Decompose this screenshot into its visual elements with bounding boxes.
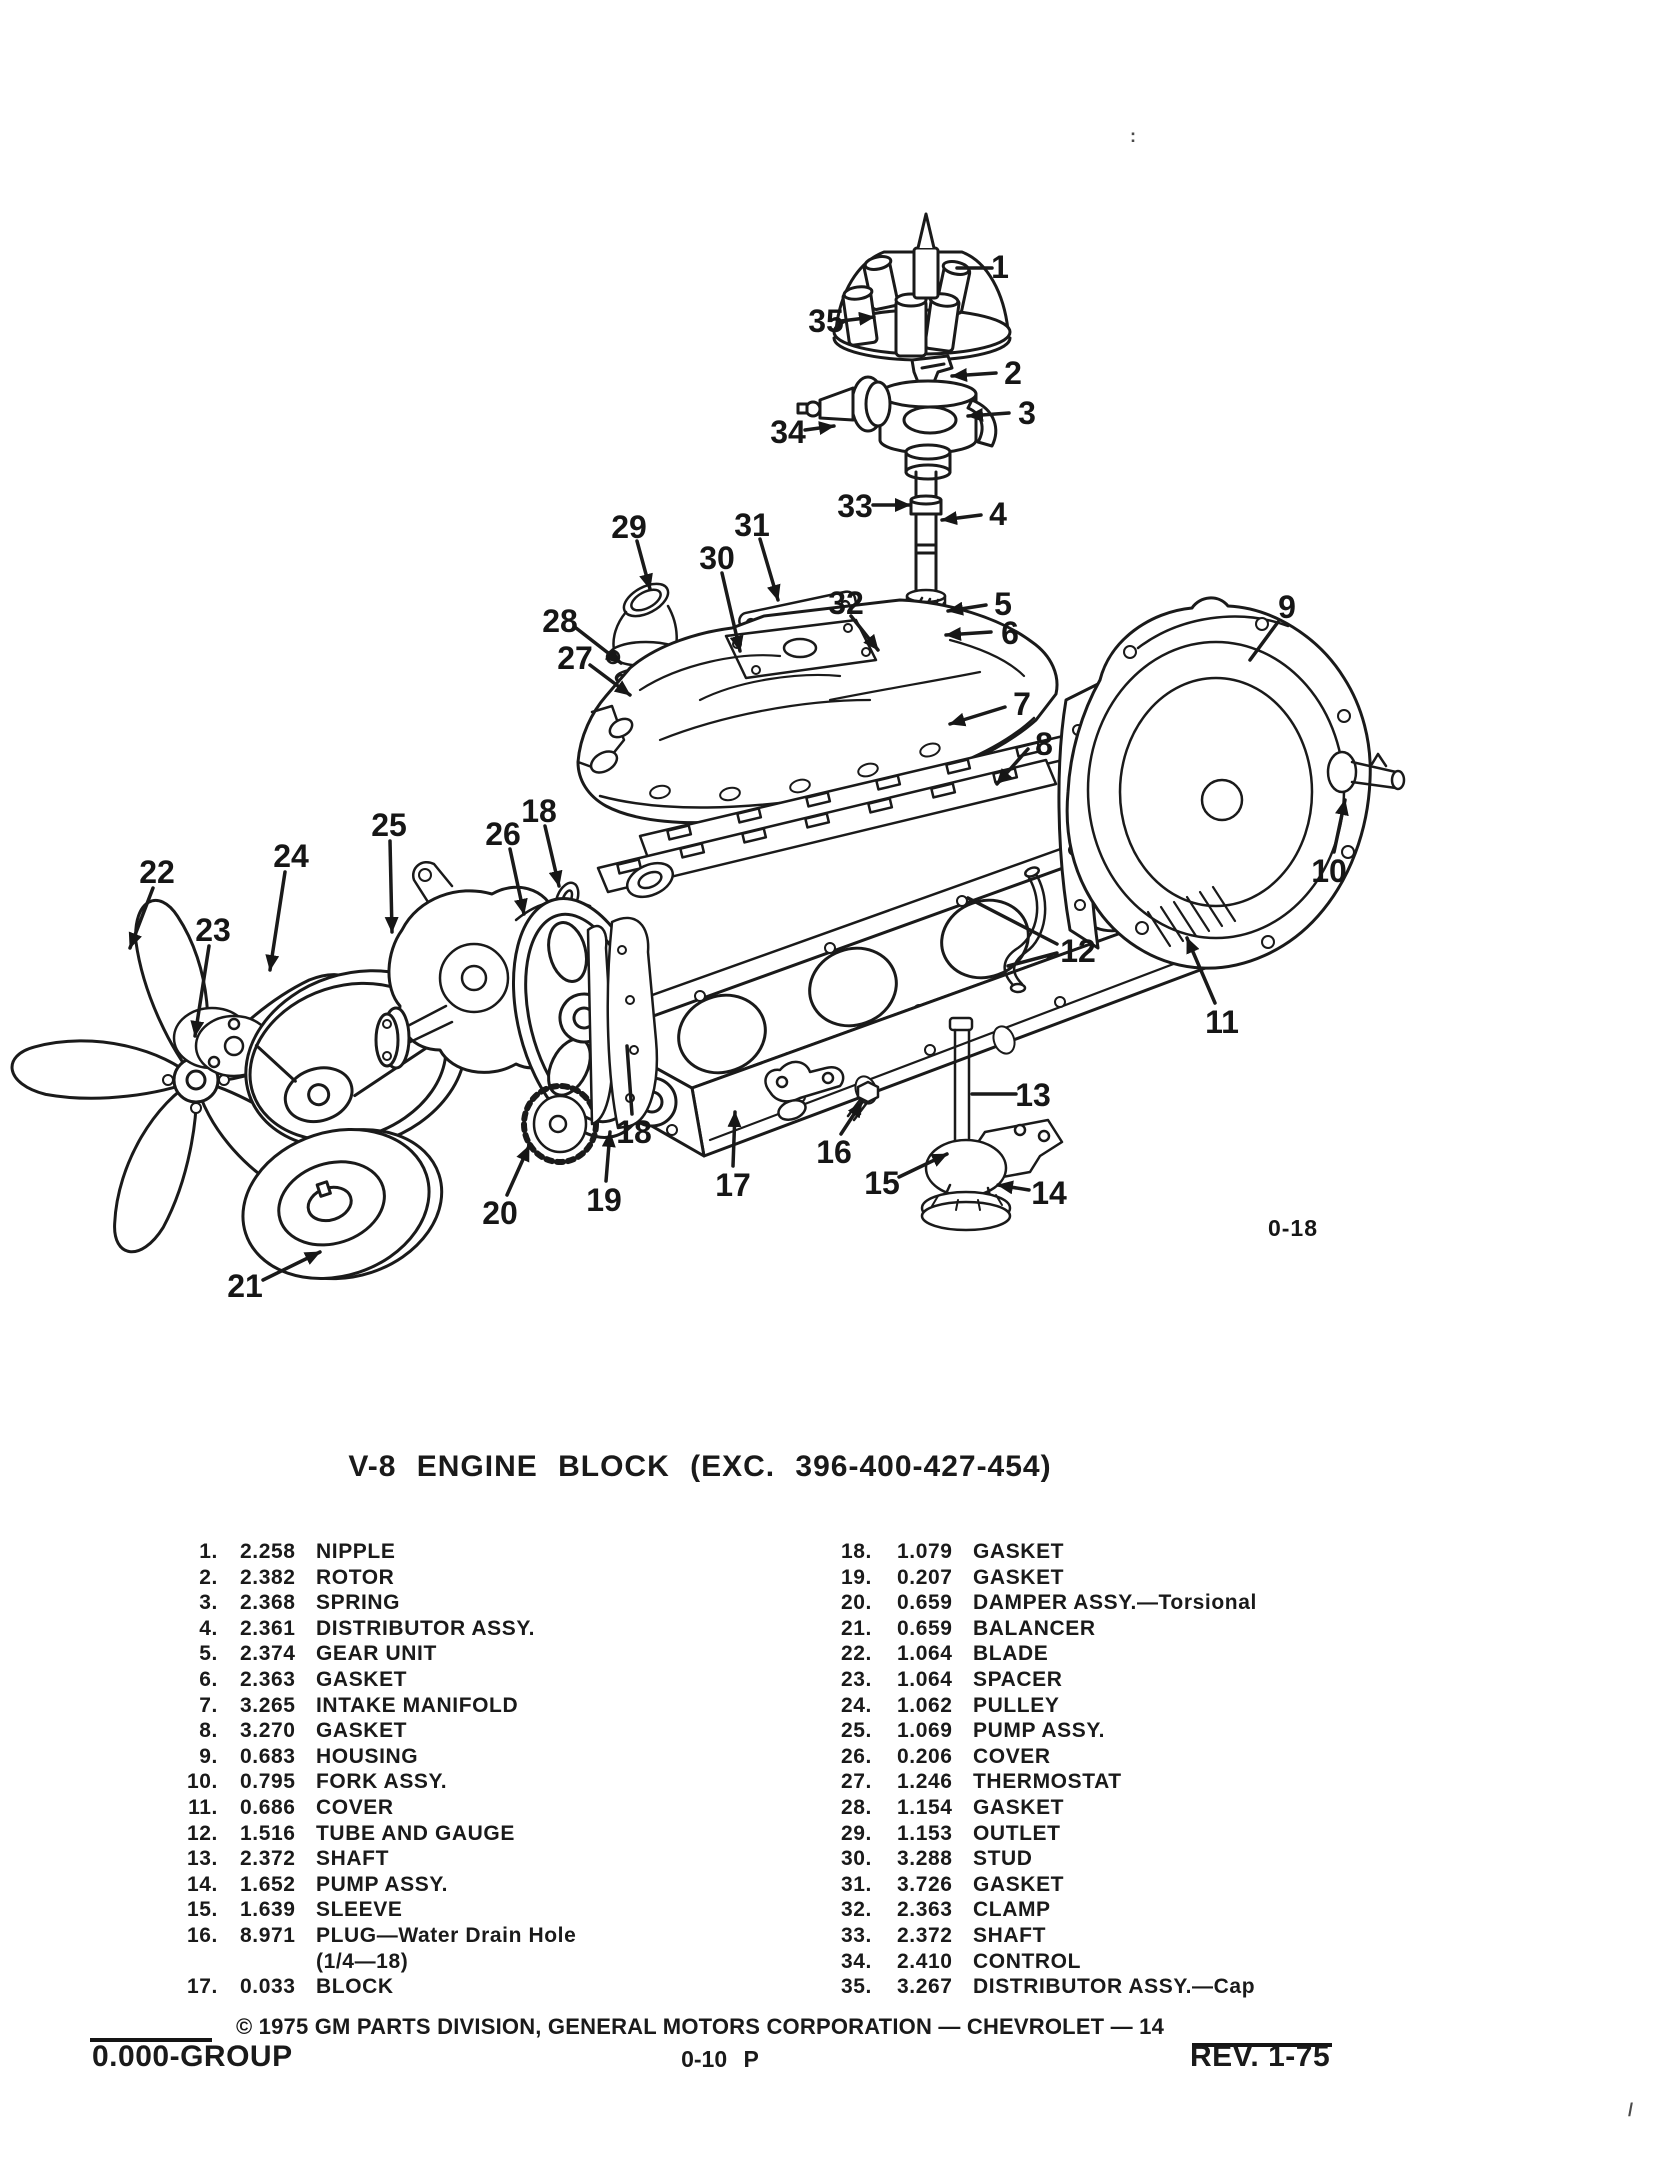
pnum: 22. [841,1642,872,1666]
pname: DISTRIBUTOR ASSY.—Cap [973,1975,1256,1999]
pnum: 30. [841,1847,872,1871]
callout-17: 17 [715,1167,751,1203]
pcode: 2.410 [897,1949,953,1973]
pname: OUTLET [973,1821,1061,1845]
pcode: 2.363 [240,1667,296,1691]
pname: GASKET [973,1795,1065,1819]
pcode: 0.795 [240,1770,296,1794]
parts-row [760,1617,1400,1643]
scan-speck: : [1130,126,1136,146]
callout-34: 34 [770,414,806,450]
pname: BLADE [973,1642,1049,1666]
pname: PLUG—Water Drain Hole [316,1923,577,1947]
pcode: 1.069 [897,1719,953,1743]
pname: BALANCER [973,1616,1096,1640]
callout-29: 29 [611,509,647,545]
pcode: 1.153 [897,1821,953,1845]
parts-row [130,1796,730,1822]
parts-row [130,1822,730,1848]
pnum: 23. [841,1667,872,1691]
parts-row [760,1796,1400,1822]
parts-row [760,1694,1400,1720]
parts-row [130,1566,730,1592]
scan-speck: / [1628,2100,1634,2120]
pcode: 2.372 [240,1847,296,1871]
callout-24: 24 [273,838,309,874]
pcode: 0.659 [897,1616,953,1640]
parts-row [760,1898,1400,1924]
callout-5: 5 [994,586,1012,622]
pname: SLEEVE [316,1898,403,1922]
callout-21: 21 [227,1268,263,1304]
pcode: 3.267 [897,1975,953,1999]
parts-row [130,1694,730,1720]
pnum: 20. [841,1591,872,1615]
leader-line-18 [545,826,559,886]
pnum: 8. [199,1719,218,1743]
leader-line-20 [507,1146,529,1195]
parts-row [760,1540,1400,1566]
pname: SHAFT [973,1923,1046,1947]
leader-line-24 [270,872,285,970]
pnum: 33. [841,1923,872,1947]
leader-line-4 [942,515,981,520]
parts-row [130,1745,730,1771]
pname: SPACER [973,1667,1063,1691]
callout-15: 15 [864,1165,900,1201]
callout-27: 27 [557,640,593,676]
parts-row [130,1924,730,1950]
pname: PULLEY [973,1693,1060,1717]
pcode: 0.686 [240,1795,296,1819]
pnum: 15. [187,1898,218,1922]
pname: CONTROL [973,1949,1082,1973]
pcode: 3.265 [240,1693,296,1717]
parts-row [760,1822,1400,1848]
pname: SHAFT [316,1847,389,1871]
pname: BLOCK [316,1975,394,1999]
pcode: 2.372 [897,1923,953,1947]
pnum: 1. [199,1540,218,1563]
parts-row [130,1591,730,1617]
pcode: 2.374 [240,1642,296,1666]
pcode: 3.726 [897,1872,953,1896]
pnum: 26. [841,1744,872,1768]
pcode: 2.368 [240,1591,296,1615]
pnum: 18. [841,1540,872,1563]
parts-row [130,1950,730,1976]
callout-31: 31 [734,507,770,543]
parts-row [130,1540,730,1566]
pnum: 25. [841,1719,872,1743]
callout-4: 4 [989,496,1007,532]
pcode: 2.258 [240,1540,296,1563]
leader-line-16 [841,1102,862,1134]
callout-18: 18 [616,1114,652,1150]
pname: COVER [316,1795,394,1819]
pnum: 12. [187,1821,218,1845]
parts-row [130,1898,730,1924]
parts-row [130,1668,730,1694]
parts-row [760,1591,1400,1617]
copyright-line: © 1975 GM PARTS DIVISION, GENERAL MOTORS CORPORATION — CHEVROLET — 14 [235,2014,1165,2039]
leader-line-2 [952,373,996,376]
pcode: 3.270 [240,1719,296,1743]
pcode: 1.652 [240,1872,296,1896]
figure-title: V-8 ENGINE BLOCK (EXC. 396-400-427-454) [348,1450,1052,1483]
callout-7: 7 [1013,686,1031,722]
pname: PUMP ASSY. [973,1719,1106,1743]
pname: STUD [973,1847,1033,1871]
pcode: 0.206 [897,1744,953,1768]
pname: COVER [973,1744,1051,1768]
timing-cover-gasket-art [588,918,657,1128]
pnum: 9. [199,1744,218,1768]
callout-11: 11 [1205,1004,1239,1040]
parts-row [130,1975,730,2001]
pname: TUBE AND GAUGE [316,1821,515,1845]
callout-2: 2 [1004,355,1022,391]
pnum: 7. [199,1693,218,1717]
pnum: 3. [199,1591,218,1615]
pnum: 32. [841,1898,872,1922]
parts-row [760,1770,1400,1796]
pnum: 19. [841,1565,872,1589]
callout-14: 14 [1031,1175,1067,1211]
pname: FORK ASSY. [316,1770,448,1794]
callout-19: 19 [586,1182,622,1218]
pnum: 21. [841,1616,872,1640]
callout-20: 20 [482,1195,518,1231]
pnum: 17. [187,1975,218,1999]
pnum: 13. [187,1847,218,1871]
pnum: 10. [187,1770,218,1794]
pname: DAMPER ASSY.—Torsional [973,1591,1257,1615]
pcode: 2.382 [240,1565,296,1589]
pname: GASKET [316,1667,408,1691]
callout-6: 6 [1001,615,1019,651]
callout-18: 18 [521,793,557,829]
leader-line-25 [390,841,392,932]
distributor-body-art [880,381,996,479]
pname: HOUSING [316,1744,419,1768]
parts-list-left-column [130,1540,730,2001]
pnum: 2. [199,1565,218,1589]
callout-1: 1 [991,249,1009,285]
pnum: 34. [841,1949,872,1973]
pcode: 2.363 [897,1898,953,1922]
pcode: 0.683 [240,1744,296,1768]
callout-16: 16 [816,1134,852,1170]
callout-28: 28 [542,603,578,639]
parts-row [760,1719,1400,1745]
callout-9: 9 [1278,589,1296,625]
callout-26: 26 [485,816,521,852]
pcode: 1.246 [897,1770,953,1794]
pname: SPRING [316,1591,401,1615]
pcode: 1.064 [897,1667,953,1691]
parts-row [130,1770,730,1796]
parts-row [130,1719,730,1745]
callout-10: 10 [1311,853,1347,889]
pname: (1/4—18) [316,1949,409,1973]
parts-row [130,1873,730,1899]
parts-row [760,1975,1400,2001]
pcode: 1.639 [240,1898,296,1922]
callout-23: 23 [195,912,231,948]
pnum: 35. [841,1975,872,1999]
callout-32: 32 [828,585,864,621]
pcode: 1.516 [240,1821,296,1845]
pcode: 1.154 [897,1795,953,1819]
leader-line-19 [606,1132,610,1181]
callout-22: 22 [139,854,175,890]
callout-13: 13 [1015,1077,1051,1113]
page-id: 0-10 P [681,2046,759,2072]
parts-row [760,1745,1400,1771]
pcode: 0.659 [897,1591,953,1615]
rotor-art [912,356,952,382]
distributor-shaft-art [911,472,941,592]
leader-line-29 [637,541,650,589]
parts-row [760,1950,1400,1976]
pname: GASKET [316,1719,408,1743]
callout-12: 12 [1060,933,1096,969]
pnum: 5. [199,1642,218,1666]
parts-row [760,1873,1400,1899]
group-label: 0.000-GROUP [92,2040,293,2073]
pname: CLAMP [973,1898,1051,1922]
leader-line-17 [733,1112,735,1166]
pnum: 31. [841,1872,872,1896]
pname: GASKET [973,1565,1065,1589]
pname: NIPPLE [316,1540,396,1563]
pcode: 0.033 [240,1975,296,1999]
parts-row [760,1668,1400,1694]
parts-row [130,1847,730,1873]
vacuum-control-art [798,377,890,431]
pname: GASKET [973,1872,1065,1896]
pcode: 3.288 [897,1847,953,1871]
bell-housing-art [1059,598,1370,968]
parts-row [760,1642,1400,1668]
revision-label: REV. 1-75 [1190,2040,1331,2073]
callout-8: 8 [1035,726,1053,762]
pname: DISTRIBUTOR ASSY. [316,1616,536,1640]
leader-line-34 [805,426,834,430]
parts-row [760,1566,1400,1592]
pnum: 27. [841,1770,872,1794]
distributor-cap-art [834,214,1010,360]
pname: GEAR UNIT [316,1642,437,1666]
parts-row [760,1847,1400,1873]
pname: ROTOR [316,1565,395,1589]
callout-25: 25 [371,807,407,843]
pname: THERMOSTAT [973,1770,1122,1794]
figure-id-label: 0-18 [1267,1215,1319,1241]
pnum: 28. [841,1795,872,1819]
parts-list-right-column [760,1540,1400,2001]
callout-30: 30 [699,540,735,576]
pcode: 8.971 [240,1923,296,1947]
callout-3: 3 [1018,395,1036,431]
pcode: 2.361 [240,1616,296,1640]
pname: INTAKE MANIFOLD [316,1693,519,1717]
pnum: 11. [188,1795,218,1819]
pnum: 4. [199,1616,218,1640]
pnum: 14. [187,1872,218,1896]
pname: GASKET [973,1540,1065,1563]
callout-35: 35 [808,303,844,339]
pnum: 16. [187,1923,218,1947]
pnum: 24. [841,1693,872,1717]
parts-row [130,1617,730,1643]
callout-33: 33 [837,488,873,524]
pcode: 1.064 [897,1642,953,1666]
leader-line-31 [760,539,778,600]
parts-row [130,1642,730,1668]
leader-line-14 [998,1185,1029,1190]
pcode: 1.079 [897,1540,953,1563]
pnum: 6. [199,1667,218,1691]
pcode: 1.062 [897,1693,953,1717]
pcode: 0.207 [897,1565,953,1589]
parts-row [760,1924,1400,1950]
pname: PUMP ASSY. [316,1872,449,1896]
pnum: 29. [841,1821,872,1845]
